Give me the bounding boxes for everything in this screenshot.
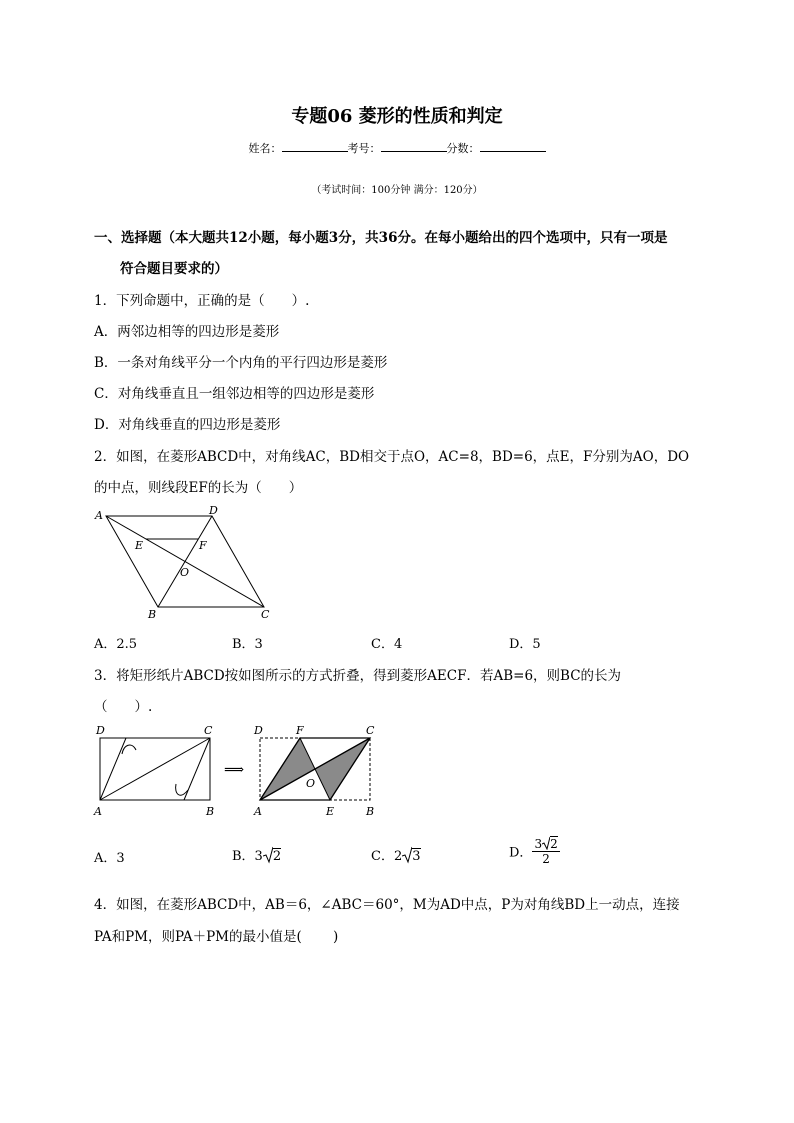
arrow-icon: ⟹ (224, 762, 245, 778)
numerator-coefficient: 3 (534, 837, 543, 851)
fig1-label-c: C (204, 724, 213, 737)
diagonal-bd (158, 516, 212, 607)
label-e: E (135, 539, 144, 552)
fig1-label-b: B (206, 805, 215, 818)
fig2-label-a: A (254, 805, 262, 818)
q3-option-a: A．3 (94, 851, 125, 866)
q2-option-a: A．2.5 (94, 637, 138, 652)
q2-rhombus-figure (90, 503, 280, 623)
label-b: B (148, 608, 157, 621)
q3-option-c-radicand: 3 (412, 849, 421, 864)
page-title: 专题06 菱形的性质和判定 (291, 106, 503, 127)
fold-arrow-top (122, 745, 136, 754)
sqrt-icon (542, 836, 550, 850)
q2-stem: 2．如图，在菱形ABCD中，对角线AC，BD相交于点O，AC=8，BD=6，点E，F分别为AO，DO (94, 449, 690, 465)
fig2-label-d: D (254, 724, 263, 737)
q3-option-b-radicand: 2 (272, 849, 282, 864)
fraction-denominator: 2 (542, 852, 550, 866)
fig2-label-b: B (366, 805, 375, 818)
fold-line-left (100, 738, 126, 800)
q3-option-c (371, 845, 421, 864)
q2-option-c: C．4 (371, 637, 403, 652)
q4-stem: 4．如图，在菱形ABCD中，AB＝6，∠ABC＝60°，M为AD中点，P为对角线BD上一动点，连接 (94, 897, 680, 913)
q4-stem-cont: PA和PM，则PA＋PM的最小值是( ) (94, 929, 339, 945)
score-label: 分数： (446, 142, 480, 155)
q3-option-b-prefix: B．3 (232, 849, 263, 864)
q3-option-d (509, 836, 560, 866)
fig2-label-f: F (296, 724, 304, 737)
score-blank (480, 141, 546, 152)
q2-option-b: B．3 (232, 637, 263, 652)
sqrt-icon (402, 846, 412, 864)
q2-stem-cont: 的中点，则线段EF的长为（ ） (94, 480, 303, 496)
q3-stem: 3．将矩形纸片ABCD按如图所示的方式折叠，得到菱形AECF．若AB=6，则BC的长为 (94, 668, 622, 684)
name-blank (282, 141, 348, 152)
q3-stem-cont: （ ）. (94, 699, 153, 715)
fraction-numerator (532, 836, 559, 852)
fig2-label-c: C (366, 724, 375, 737)
label-c: C (261, 608, 270, 621)
fig1-label-d: D (96, 724, 105, 737)
exam-no-blank (381, 141, 447, 152)
exam-no-label: 考号： (347, 142, 381, 155)
label-f: F (199, 539, 207, 552)
rectangle-diagonal (100, 738, 210, 800)
q1-stem: 1．下列命题中，正确的是（ ）. (94, 293, 310, 309)
q3-option-c-prefix: C．2 (371, 849, 403, 864)
q2-option-d: D．5 (509, 637, 541, 652)
numerator-radicand: 2 (550, 837, 558, 851)
shaded-triangle-left (260, 738, 315, 800)
exam-info: （考试时间：100分钟 满分：120分） (311, 185, 483, 196)
fig2-label-o: O (306, 777, 316, 790)
name-label: 姓名： (248, 142, 282, 155)
q3-option-d-prefix: D． (509, 845, 533, 861)
section-heading: 一、选择题（本大题共12小题，每小题3分，共36分。在每小题给出的四个选项中，只有一项是 (94, 230, 668, 246)
fold-arrow-bottom (176, 784, 188, 795)
fig2-label-e: E (326, 805, 335, 818)
q1-option-b: B．一条对角线平分一个内角的平行四边形是菱形 (94, 355, 388, 371)
fig1-label-a: A (94, 805, 102, 818)
q3-fold-figure (90, 720, 390, 825)
q3-option-b (232, 845, 281, 864)
q1-option-c: C．对角线垂直且一组邻边相等的四边形是菱形 (94, 386, 375, 402)
section-heading-cont: 符合题目要求的） (120, 261, 228, 277)
student-info-line (0, 140, 794, 156)
sqrt-icon (263, 846, 273, 864)
shaded-triangle-right (315, 738, 370, 800)
label-o: O (180, 566, 190, 579)
q1-option-a: A．两邻边相等的四边形是菱形 (94, 324, 280, 340)
label-a: A (95, 509, 103, 522)
label-d: D (209, 504, 218, 517)
q1-option-d: D．对角线垂直的四边形是菱形 (94, 417, 281, 433)
fraction (532, 836, 559, 866)
diagonal-ac-fold (260, 738, 370, 800)
